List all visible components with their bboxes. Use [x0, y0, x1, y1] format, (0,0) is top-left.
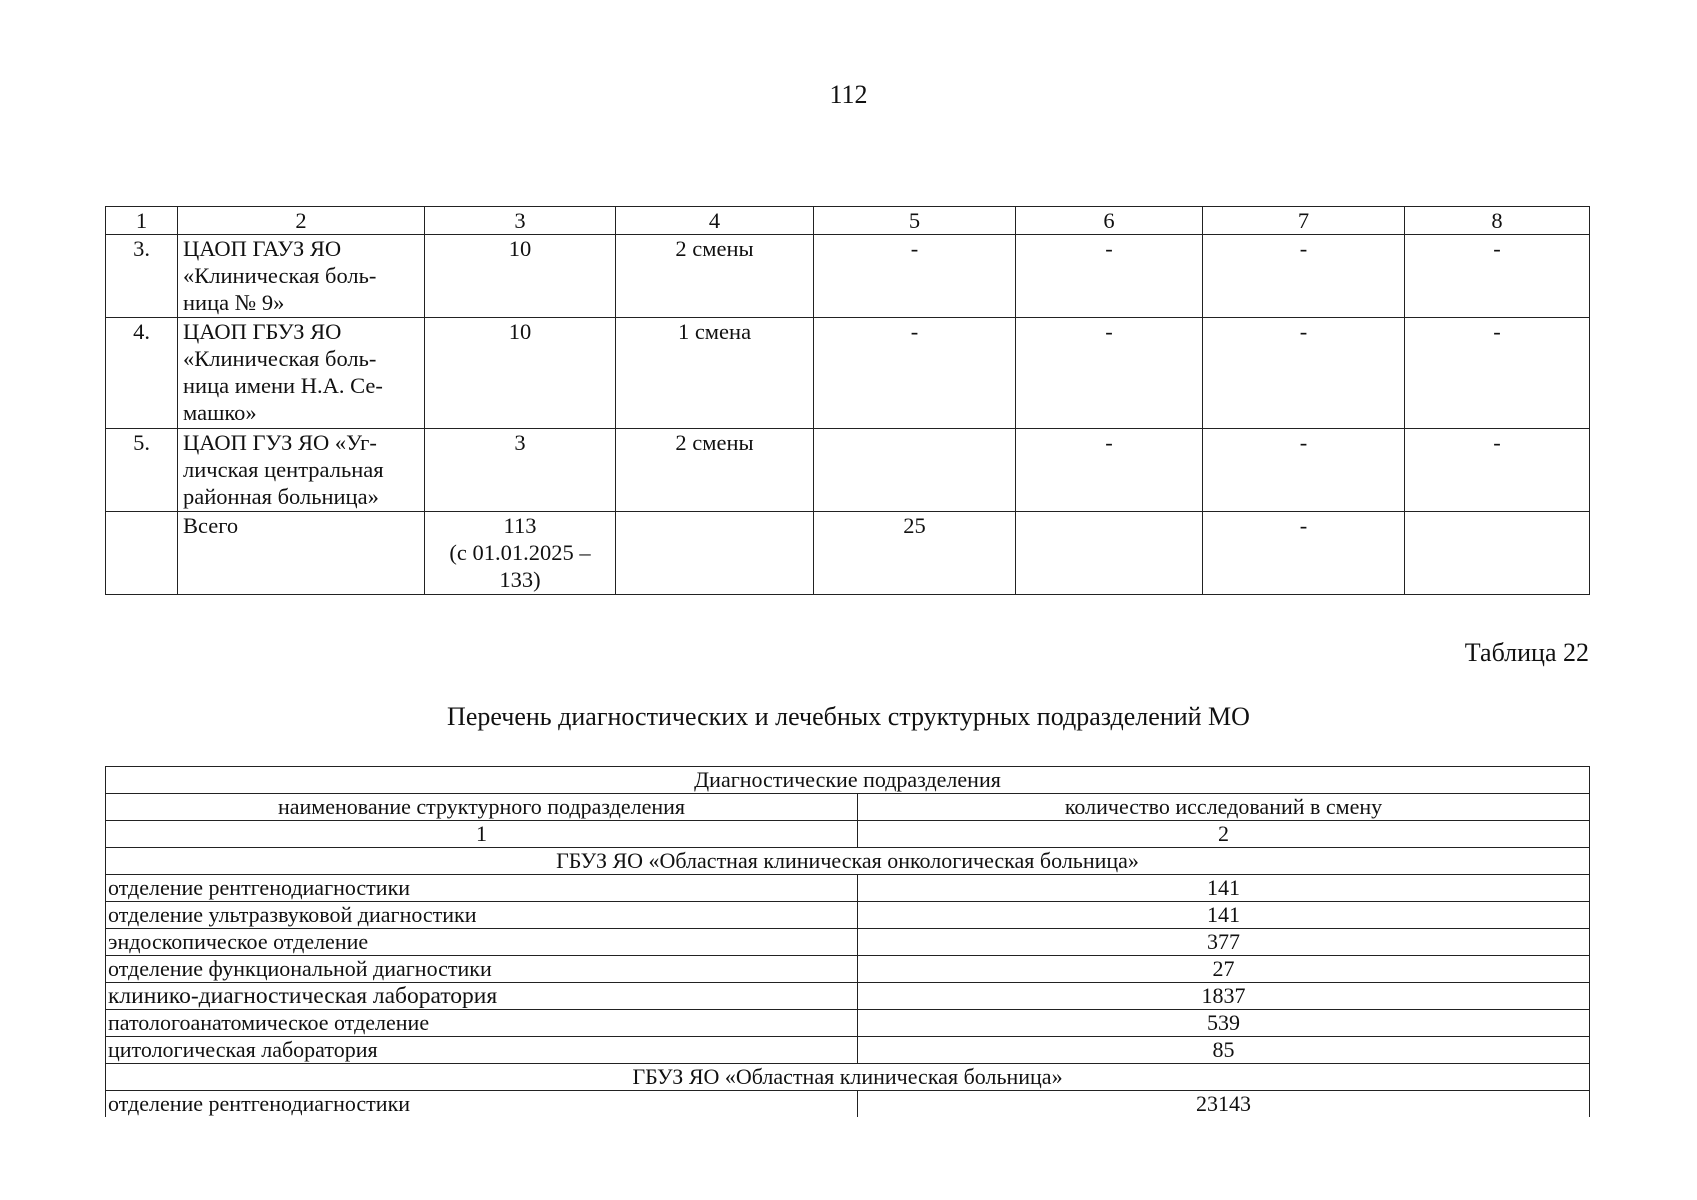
cell-col-7: -: [1203, 318, 1405, 429]
table-row: [106, 902, 1590, 929]
unit-name: клинико-диагностическая лаборатория: [106, 983, 858, 1010]
header-cell: 7: [1203, 207, 1405, 235]
unit-count: 377: [858, 929, 1590, 956]
header-cell: 3: [425, 207, 616, 235]
cell-col-6: -: [1016, 429, 1203, 512]
total-col-4: [616, 512, 814, 595]
capacity-table: [105, 206, 1590, 595]
column-header-name: наименование структурного подразделения: [106, 794, 858, 821]
unit-name: эндоскопическое отделение: [106, 929, 858, 956]
header-cell: 2: [178, 207, 425, 235]
table-row: [106, 1010, 1590, 1037]
cell-col-4: 2 смены: [616, 429, 814, 512]
unit-count: 1837: [858, 983, 1590, 1010]
total-row: [106, 512, 1590, 595]
unit-count: 27: [858, 956, 1590, 983]
header-cell: 1: [106, 207, 178, 235]
cell-col-7: -: [1203, 235, 1405, 318]
organization-name-line: машко»: [183, 400, 257, 425]
table-caption: Таблица 22: [1464, 638, 1589, 667]
row-number: 4.: [106, 318, 178, 429]
organization-name-line: ница № 9»: [183, 290, 285, 315]
organization-name-line: ница имени Н.А. Се-: [183, 373, 383, 398]
unit-name: отделение рентгенодиагностики: [106, 875, 858, 902]
unit-count: 539: [858, 1010, 1590, 1037]
table-row: [106, 1091, 1590, 1118]
table-row: [106, 983, 1590, 1010]
total-col-6: [1016, 512, 1203, 595]
header-cell: 6: [1016, 207, 1203, 235]
cell-col-5: -: [814, 318, 1016, 429]
table-row: [106, 1037, 1590, 1064]
column-number: 2: [858, 821, 1590, 848]
unit-count: 141: [858, 875, 1590, 902]
total-col-7: -: [1203, 512, 1405, 595]
total-col-3: [425, 512, 616, 595]
header-cell: 5: [814, 207, 1016, 235]
section-header: Диагностические подразделения: [106, 767, 1590, 794]
organization-name: [178, 235, 425, 318]
table-row: [106, 956, 1590, 983]
unit-name: патологоанатомическое отделение: [106, 1010, 858, 1037]
unit-name: цитологическая лаборатория: [106, 1037, 858, 1064]
total-col-3-line: 133): [499, 567, 541, 592]
column-number: 1: [106, 821, 858, 848]
row-number: 5.: [106, 429, 178, 512]
organization-name-line: ЦАОП ГБУЗ ЯО: [183, 319, 342, 344]
unit-name: отделение функциональной диагностики: [106, 956, 858, 983]
cell-col-8: -: [1405, 235, 1590, 318]
total-label: Всего: [178, 512, 425, 595]
organization-row: [106, 848, 1590, 875]
row-number: 3.: [106, 235, 178, 318]
unit-count: 141: [858, 902, 1590, 929]
table-title: Перечень диагностических и лечебных структурных подразделений МО: [447, 702, 1250, 731]
organization-name: [178, 318, 425, 429]
page-number: 112: [829, 80, 868, 109]
cell-col-8: -: [1405, 429, 1590, 512]
cell-col-3: 3: [425, 429, 616, 512]
diagnostic-units-table: [105, 766, 1590, 1117]
unit-name: отделение рентгенодиагностики: [106, 1091, 858, 1118]
cell-col-3: 10: [425, 318, 616, 429]
organization-header: ГБУЗ ЯО «Областная клиническая онкологическая больница»: [106, 848, 1590, 875]
header-cell: 8: [1405, 207, 1590, 235]
table-row: [106, 429, 1590, 512]
total-col-8: [1405, 512, 1590, 595]
total-col-5: 25: [814, 512, 1016, 595]
organization-name-line: «Клиническая боль-: [183, 346, 377, 371]
organization-row: [106, 1064, 1590, 1091]
cell-col-3: 10: [425, 235, 616, 318]
table-row: [106, 235, 1590, 318]
unit-count: 85: [858, 1037, 1590, 1064]
row-number: [106, 512, 178, 595]
organization-name-line: ЦАОП ГУЗ ЯО «Уг-: [183, 430, 377, 455]
cell-col-8: -: [1405, 318, 1590, 429]
organization-name-line: личская центральная: [183, 457, 384, 482]
organization-header: ГБУЗ ЯО «Областная клиническая больница»: [106, 1064, 1590, 1091]
section-header-row: [106, 767, 1590, 794]
cell-col-5: -: [814, 235, 1016, 318]
table-row: [106, 929, 1590, 956]
organization-name: [178, 429, 425, 512]
cell-col-7: -: [1203, 429, 1405, 512]
column-number-row: [106, 821, 1590, 848]
cell-col-4: 2 смены: [616, 235, 814, 318]
table-row: [106, 875, 1590, 902]
cell-col-4: 1 смена: [616, 318, 814, 429]
organization-name-line: ЦАОП ГАУЗ ЯО: [183, 236, 342, 261]
unit-count: 23143: [858, 1091, 1590, 1118]
table-header-row: [106, 207, 1590, 235]
organization-name-line: районная больница»: [183, 484, 379, 509]
unit-name: отделение ультразвуковой диагностики: [106, 902, 858, 929]
cell-col-5: [814, 429, 1016, 512]
organization-name-line: «Клиническая боль-: [183, 263, 377, 288]
total-col-3-line: (с 01.01.2025 –: [449, 540, 591, 565]
column-header-row: [106, 794, 1590, 821]
header-cell: 4: [616, 207, 814, 235]
cell-col-6: -: [1016, 318, 1203, 429]
table-row: [106, 318, 1590, 429]
cell-col-6: -: [1016, 235, 1203, 318]
column-header-count: количество исследований в смену: [858, 794, 1590, 821]
total-col-3-line: 113: [503, 513, 537, 538]
